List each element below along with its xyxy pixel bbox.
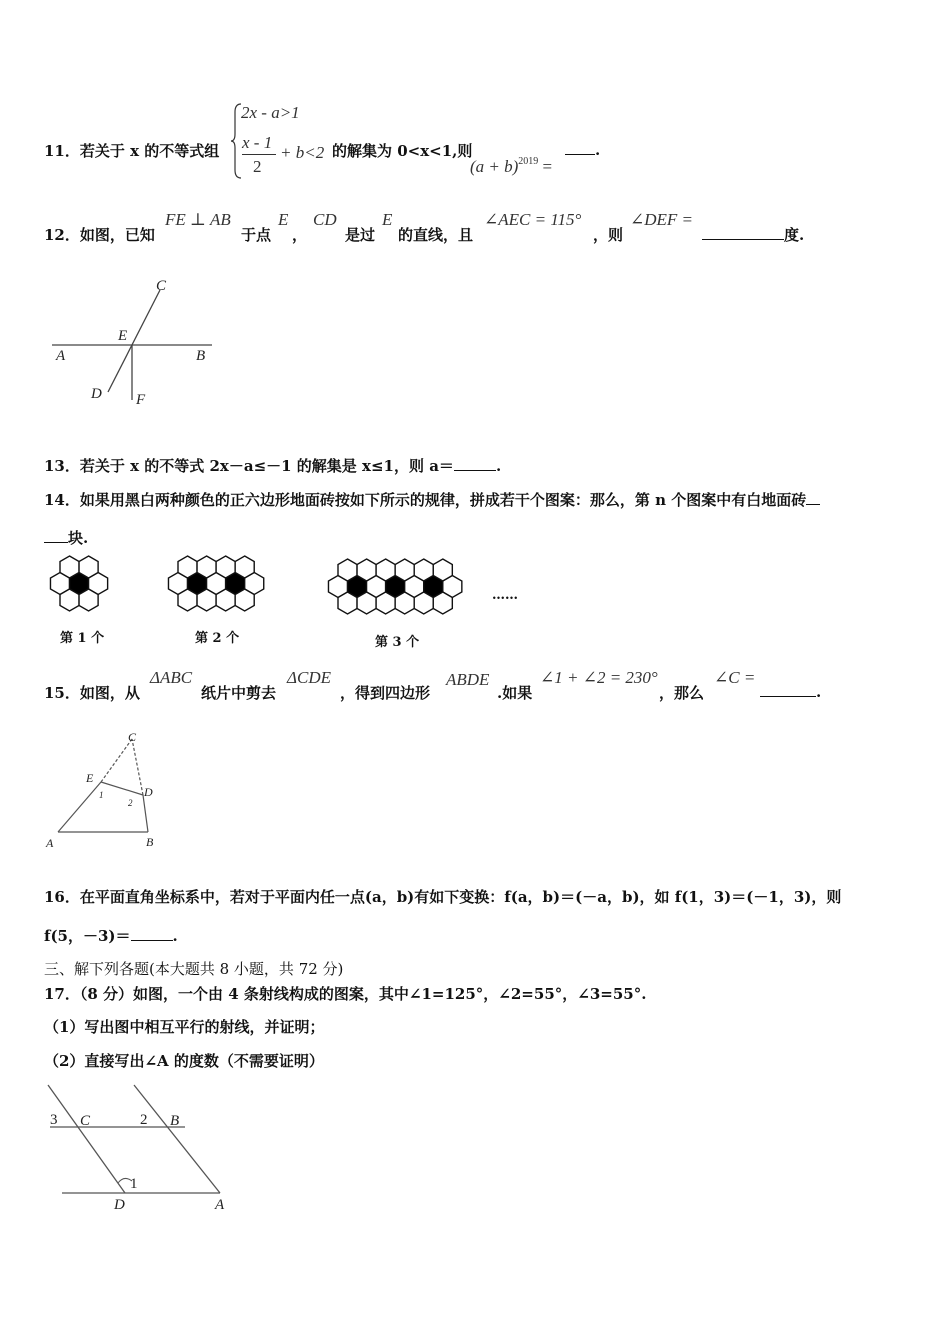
q15-t3: ，得到四边形 <box>340 684 431 702</box>
q14-line1 <box>44 489 820 510</box>
q15-t2: 纸片中剪去 <box>201 684 277 702</box>
q12-label-f: F <box>136 392 146 408</box>
q16-line2 <box>44 925 178 946</box>
q15-tail: . <box>816 683 822 701</box>
q14-number: 14． <box>44 491 80 509</box>
white-hex-tile <box>338 559 357 581</box>
q12-t7: 度. <box>784 226 805 244</box>
q11-expr <box>470 157 552 177</box>
q17-label-c: C <box>80 1113 91 1129</box>
white-hex-tile <box>433 592 452 614</box>
q17-sub1: （1）写出图中相互平行的射线，并证明； <box>44 1018 325 1036</box>
q12-label-b: B <box>196 348 206 364</box>
q11-answer <box>565 140 600 159</box>
q15-t4: .如果 <box>497 684 533 702</box>
white-hex-tile <box>197 589 216 611</box>
q12-m1: FE ⊥ AB <box>165 210 231 229</box>
q12-m4: E <box>382 210 393 229</box>
white-hex-tile <box>79 589 98 611</box>
q12-label-c: C <box>156 278 167 294</box>
q13-number: 13． <box>44 457 80 475</box>
q15-t1: 如图，从 <box>79 684 140 702</box>
white-hex-tile <box>414 592 433 614</box>
q13-text: 若关于 x 的不等式 2x－a≤－1 的解集是 x≤1，则 a＝ <box>79 457 454 475</box>
q17-sub2: （2）直接写出∠A 的度数（不需要证明） <box>44 1052 324 1070</box>
q12-line-cd <box>108 290 160 392</box>
q15-dash-dc <box>132 739 143 795</box>
q11-frac-den: 2 <box>253 157 262 176</box>
q11-tail: . <box>595 141 601 159</box>
q14-answer-blank-a[interactable] <box>806 490 820 505</box>
q11-number: 11． <box>44 142 80 160</box>
q15-label-2: 2 <box>128 798 133 808</box>
q12-t2: 于点 <box>241 226 272 244</box>
q12-t6: ，则 <box>593 226 624 244</box>
q14-line2-tail: 块. <box>68 529 89 547</box>
q17-label-a: A <box>215 1197 225 1213</box>
q11-expr-base: (a + b) <box>470 157 519 176</box>
q11-answer-blank[interactable] <box>565 140 595 155</box>
q13 <box>44 455 501 476</box>
q12-answer <box>702 224 804 245</box>
q11-sys-line1: 2x - a>1 <box>241 103 300 122</box>
q15-figure <box>40 725 180 855</box>
white-hex-tile <box>235 589 254 611</box>
q12-figure <box>50 272 230 412</box>
q14-ellipsis: …… <box>492 588 518 603</box>
white-hex-tile <box>216 589 235 611</box>
q12-label-d: D <box>91 386 102 402</box>
white-hex-tile <box>197 556 216 578</box>
q12-label-a: A <box>56 348 66 364</box>
q17 <box>44 983 646 1004</box>
q17-figure <box>40 1075 240 1215</box>
q11-expr-exp: 2019 <box>518 156 539 167</box>
white-hex-tile <box>357 592 376 614</box>
q15-side-ae <box>58 782 101 832</box>
q17-ray-ab <box>134 1085 220 1193</box>
q17-number: 17． <box>44 985 80 1003</box>
white-hex-tile <box>395 592 414 614</box>
q16-text1: 在平面直角坐标系中，若对于平面内任一点(a，b)有如下变换：f(a，b)＝(－a，b)，如 f(1，3)＝(－1，3)，则 <box>79 888 842 906</box>
q14-caption-1: 第 1 个 <box>60 631 105 646</box>
q11-sys-line2-rest: + b<2 <box>280 143 325 162</box>
q15-answer-blank[interactable] <box>760 682 816 697</box>
white-hex-tile <box>395 559 414 581</box>
white-hex-tile <box>338 592 357 614</box>
q15 <box>44 682 140 703</box>
q15-m4: ∠1 + ∠2 = 230° <box>540 668 658 687</box>
white-hex-tile <box>178 556 197 578</box>
q11-frac-bar <box>242 154 276 155</box>
q15-label-a: A <box>46 836 54 850</box>
q15-label-c: C <box>128 730 137 744</box>
q12-number: 12． <box>44 226 80 244</box>
white-hex-tile <box>433 559 452 581</box>
q11-frac-num: x - 1 <box>242 133 273 152</box>
q15-m3: ABDE <box>446 670 490 689</box>
q17-label-b: B <box>170 1113 180 1129</box>
white-hex-tile <box>60 556 79 578</box>
q15-dash-ec <box>101 739 132 782</box>
q14-figure <box>40 555 540 655</box>
section-3-title: 三、解下列各题(本大题共 8 小题，共 72 分) <box>44 960 344 978</box>
q12-t4: 是过 <box>345 226 376 244</box>
q14-line2 <box>44 527 88 548</box>
q15-number: 15． <box>44 684 80 702</box>
q15-m1: ΔABC <box>150 668 193 687</box>
q14-answer-blank-b[interactable] <box>44 528 68 543</box>
q15-side-ed <box>101 782 143 795</box>
q11-expr-eq: = <box>542 157 553 176</box>
white-hex-tile <box>376 559 395 581</box>
q17-label-2: 2 <box>140 1112 148 1128</box>
q16-text2: f(5，－3)＝ <box>44 927 131 945</box>
white-hex-tile <box>357 559 376 581</box>
white-hex-tile <box>216 556 235 578</box>
q13-answer-blank[interactable] <box>454 456 496 471</box>
q12 <box>44 224 155 245</box>
q17-label-1: 1 <box>130 1176 138 1192</box>
q15-m2: ΔCDE <box>287 668 331 687</box>
q17-label-3: 3 <box>50 1112 58 1128</box>
white-hex-tile <box>79 556 98 578</box>
q12-label-e: E <box>118 328 128 344</box>
q14-hex-tiles <box>50 556 461 614</box>
q13-tail: . <box>495 457 502 475</box>
q16-number: 16． <box>44 888 80 906</box>
q17-label-d: D <box>114 1197 125 1213</box>
white-hex-tile <box>60 589 79 611</box>
q15-label-d: D <box>144 785 153 799</box>
q15-answer <box>760 682 821 701</box>
q15-t5: ，那么 <box>659 684 705 702</box>
white-hex-tile <box>414 559 433 581</box>
q15-label-1: 1 <box>99 790 104 800</box>
q12-t3: ， <box>292 226 308 244</box>
q12-t1: 如图，已知 <box>79 226 155 244</box>
q15-label-b: B <box>146 835 154 849</box>
q11-text-mid: 的解集为 0<x<1,则 <box>332 142 473 160</box>
q12-answer-blank[interactable] <box>702 225 784 240</box>
q15-m5: ∠C = <box>714 668 756 687</box>
q11 <box>44 140 219 161</box>
white-hex-tile <box>376 592 395 614</box>
q12-t5: 的直线，且 <box>398 226 474 244</box>
q12-m3: CD <box>313 210 337 229</box>
q11-text-before: 若关于 x 的不等式组 <box>79 142 220 160</box>
white-hex-tile <box>235 556 254 578</box>
q17-ray-dc <box>48 1085 125 1193</box>
white-hex-tile <box>178 589 197 611</box>
q16-line1 <box>44 886 841 907</box>
q16-answer-blank[interactable] <box>131 926 173 941</box>
q12-m2: E <box>278 210 289 229</box>
q16-tail: . <box>172 927 178 945</box>
q14-caption-3: 第 3 个 <box>375 635 420 650</box>
q14-caption-2: 第 2 个 <box>195 631 240 646</box>
q15-side-bd <box>143 795 148 832</box>
q12-m6: ∠DEF = <box>630 210 694 229</box>
q17-text: （8 分）如图，一个由 4 条射线构成的图案，其中∠1=125°，∠2=55°，∠3=55°. <box>79 985 647 1003</box>
q15-label-e: E <box>86 771 94 785</box>
q12-m5: ∠AEC = 115° <box>484 210 582 229</box>
q14-text1: 如果用黑白两种颜色的正六边形地面砖按如下所示的规律，拼成若干个图案：那么，第 n 个图案中有白地面砖 <box>79 491 807 509</box>
